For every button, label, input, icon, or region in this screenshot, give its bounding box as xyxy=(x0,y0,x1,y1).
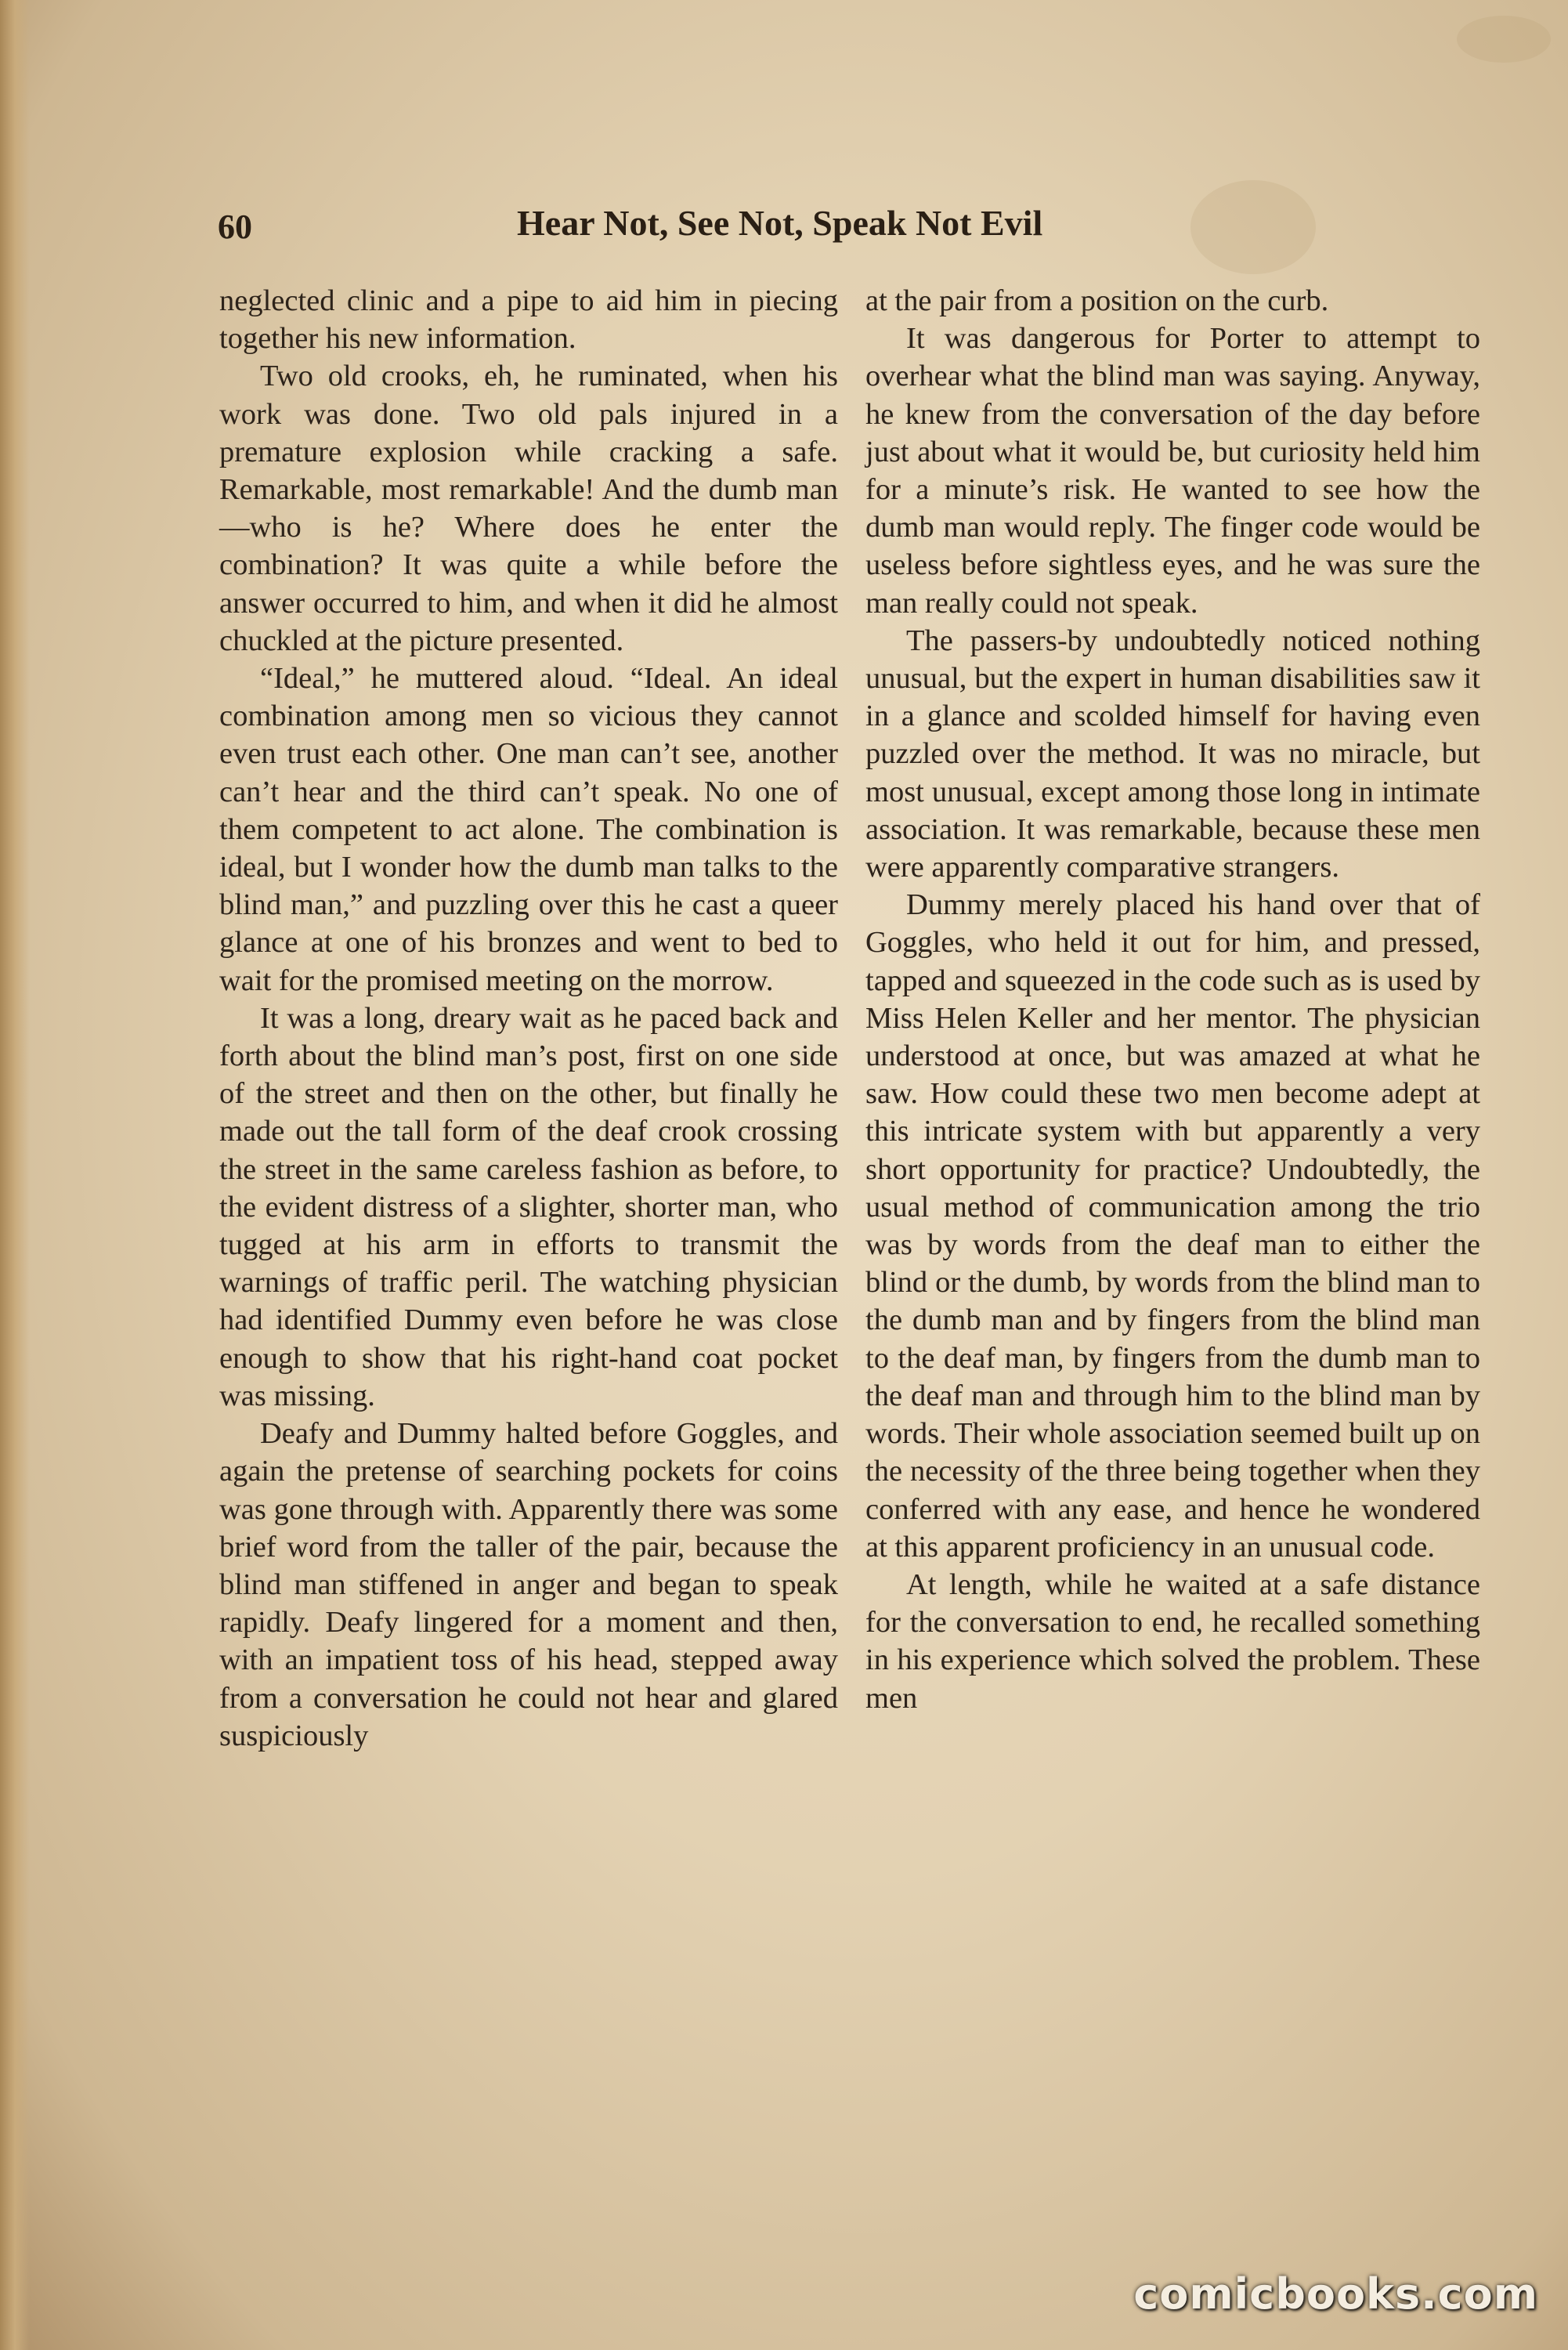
paragraph: neglected clinic and a pipe to aid him in piecing together his new information. xyxy=(219,284,838,356)
paper-stain xyxy=(1457,16,1551,63)
paragraph: The passers-by undoubtedly noticed nothing unusual, but the expert in human disabilities saw it in a glance and scolded himself for having even puzzled over the method. It was no miracle, but most unusual, except among those long in intimate association. It was remarkable, because these men were apparently comparative strangers. xyxy=(865,624,1480,884)
paragraph: Deafy and Dummy halted before Goggles, and again the pretense of searching pockets for coins was gone through with. Apparently there was some brief word from the taller of the pair, because the blind man stiffened in anger and began to speak rapidly. Deafy lingered for a moment and then, with an impatient toss of his head, stepped away from a conversation he could not hear and glared suspiciously xyxy=(219,1417,838,1752)
running-title: Hear Not, See Not, Speak Not Evil xyxy=(517,203,1043,243)
paragraph: At length, while he waited at a safe distance for the conversation to end, he recalled something in his experience which solved the problem. These men xyxy=(865,1567,1480,1715)
paragraph: “Ideal,” he muttered aloud. “Ideal. An ideal combination among men so vicious they cannot even trust each other. One man can’t see, another can’t hear and the third can’t speak. No one of them competent to act alone. The combination is ideal, but I wonder how the dumb man talks to the blind man,” and puzzling over this he cast a queer glance at one of his bronzes and went to bed to wait for the promised meeting on the morrow. xyxy=(219,662,838,997)
paper-stain xyxy=(1190,180,1316,274)
text-column-right xyxy=(865,282,1480,1717)
paragraph: Two old crooks, eh, he ruminated, when his work was done. Two old pals injured in a premature explosion while cracking a safe. Remarkable, most remarkable! And the dumb man—who is he? Where does he enter the combination? It was quite a while before the answer occurred to him, and when it did he almost chuckled at the picture presented. xyxy=(219,360,838,657)
paragraph: Dummy merely placed his hand over that of Goggles, who held it out for him, and pressed, tapped and squeezed in the code such as is used by Miss Helen Keller and her mentor. The physician understood at once, but was amazed at what he saw. How could these two men become adept at this intricate system with but apparently a very short opportunity for practice? Undoubtedly, the usual method of communication among the trio was by words from the deaf man to either the blind or the dumb, by words from the blind man to the dumb man and by fingers from the blind man to the deaf man, by fingers from the dumb man to the deaf man and through him to the blind man by words. Their whole association seemed built up on the necessity of the three being together when they conferred with any ease, and hence he wondered at this apparent proficiency in an unusual code. xyxy=(865,888,1480,1564)
text-column-left xyxy=(219,282,838,1755)
paragraph: at the pair from a position on the curb. xyxy=(865,284,1329,317)
page-binding-edge xyxy=(0,0,30,2350)
paragraph: It was dangerous for Porter to attempt to overhear what the blind man was saying. Anyway, he knew from the conversation of the day before just about what it would be, but curiosity held him for a minute’s risk. He wanted to see how the dumb man would reply. The finger code would be useless before sightless eyes, and he was sure the man really could not speak. xyxy=(865,322,1480,620)
page-header xyxy=(211,202,1175,257)
site-watermark: comicbooks.com xyxy=(1133,2269,1538,2319)
paragraph: It was a long, dreary wait as he paced back and forth about the blind man’s post, first on one side of the street and then on the other, but finally he made out the tall form of the deaf crook crossing the street in the same careless fashion as before, to the evident distress of a slighter, shorter man, who tugged at his arm in efforts to transmit the warnings of traffic peril. The watching physician had identified Dummy even before he was close enough to show that his right-hand coat pocket was missing. xyxy=(219,1001,838,1412)
page-number: 60 xyxy=(218,208,252,246)
